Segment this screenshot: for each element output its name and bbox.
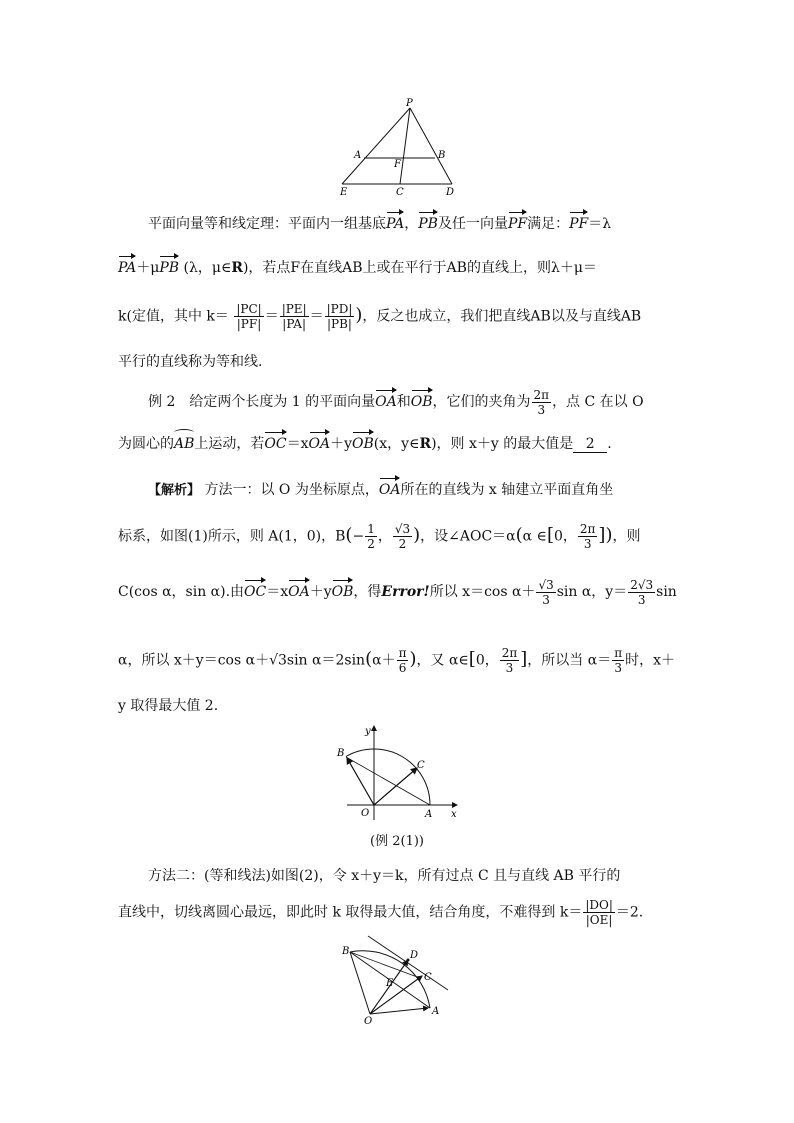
label-O: O xyxy=(364,1016,373,1026)
theorem-line-4: 平行的直线称为等和线. xyxy=(118,354,263,370)
label-B: B xyxy=(337,748,345,759)
triangle-figure xyxy=(330,96,470,198)
solution-line-3: C(cos α，sin α).由OC＝xOA＋yOB，得Error!所以 x＝cos α＋ $\frac{√3}{3}$ sin α，y＝ $\frac{2√3}{3}$ sin xyxy=(118,577,677,607)
method2-line-2: 直线中，切线离圆心最远，即此时 k 取得最大值，结合角度，不难得到 k＝ $\frac{|DO|}{|OE|}$ ＝2. xyxy=(118,898,644,927)
method2-line-1: 方法二：(等和线法)如图(2)，令 x＋y＝k，所有过点 C 且与直线 AB 平行的 xyxy=(148,868,621,884)
label-E: E xyxy=(340,187,348,198)
figure-1 xyxy=(325,720,465,824)
label-C: C xyxy=(417,760,425,771)
label-A: A xyxy=(432,1006,440,1017)
example-line-1: 例 2 给定两个长度为 1 的平面向量OA和OB，它们的夹角为 $\frac{2\pi}{3}$ ，点 C 在以 O xyxy=(148,387,644,417)
answer-blank: 2 xyxy=(573,436,607,453)
solution-line-1: 【解析】 方法一：以 O 为坐标原点，OA所在的直线为 x 轴建立平面直角坐 xyxy=(148,474,613,501)
figure-2 xyxy=(330,930,460,1026)
analysis-tag: 【解析】 xyxy=(148,483,201,498)
label-C: C xyxy=(396,187,404,198)
label-A: A xyxy=(354,150,362,161)
label-y: y xyxy=(365,726,371,737)
figure-1-caption: (例 2(1)) xyxy=(370,834,424,849)
label-O: O xyxy=(361,808,370,819)
label-B: B xyxy=(438,150,446,161)
theorem-line-3: k(定值，其中 k＝ $\frac{|PC|}{|PF|}$ ＝ $\frac{|PE|}{|PA|}$ ＝ $\frac{|PD|}{|PB|}$ )，反之也成立，我们把直线AB以及与直线AB xyxy=(118,302,642,331)
label-P: P xyxy=(406,98,413,109)
solution-line-2: 标系，如图(1)所示，则 A(1，0)，B(− $\frac{1}{2}$ ， $\frac{√3}{2}$ )，设∠AOC＝α(α ∈[0， $\frac{2\pi}{3}$ ])，则 xyxy=(118,522,641,551)
label-F: F xyxy=(394,159,401,170)
theorem-line-1: 平面向量等和线定理：平面内一组基底PA，PB及任一向量PF满足：PF＝λ xyxy=(148,208,611,234)
solution-line-4: α，所以 x＋y＝cos α＋√3sin α＝2sin(α＋ $\frac{\pi}{6}$ )，又 α∈[0， $\frac{2\pi}{3}$ ]，所以当 α＝ $\frac{\pi}{3}$ 时，x＋ xyxy=(118,646,675,675)
label-E: E xyxy=(386,978,394,989)
label-C: C xyxy=(424,972,432,983)
example-line-2: 为圆心的AB上运动，若OC＝xOA＋yOB(x，y∈R)，则 x＋y 的最大值是 2 . xyxy=(118,428,612,454)
label-D: D xyxy=(446,187,455,198)
label-x: x xyxy=(451,809,457,820)
theorem-line-2: PA＋μPB (λ，μ∈R)，若点F在直线AB上或在平行于AB的直线上，则λ＋μ＝ xyxy=(118,252,597,278)
label-D: D xyxy=(410,950,419,961)
label-A: A xyxy=(425,809,433,820)
label-B: B xyxy=(342,946,350,957)
solution-line-5: y 取得最大值 2. xyxy=(118,698,219,714)
